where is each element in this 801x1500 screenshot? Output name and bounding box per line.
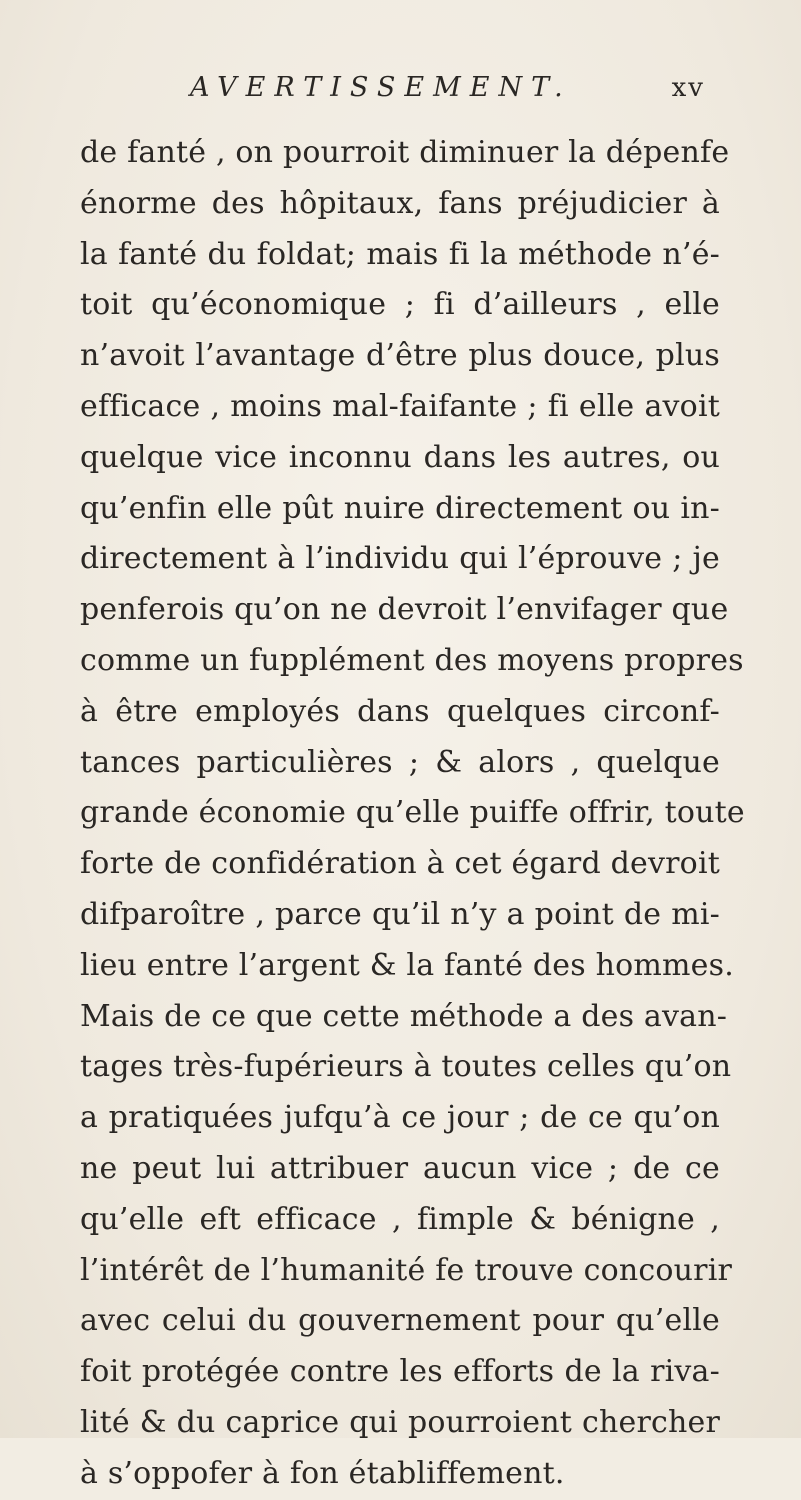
text-line: avec celui du gouvernement pour qu’elle bbox=[80, 1303, 720, 1339]
text-line: l’intérêt de l’humanité fe trouve concourir bbox=[80, 1252, 733, 1288]
text-line: n’avoit l’avantage d’être plus douce, plus bbox=[80, 338, 720, 374]
text-line: tages très-fupérieurs à toutes celles qu’on bbox=[80, 1049, 732, 1085]
text-line: qu’enfin elle pût nuire directement ou in- bbox=[80, 490, 720, 526]
text-line: efficace , moins mal-faifante ; fi elle avoit bbox=[80, 388, 720, 424]
text-line: foit protégée contre les efforts de la riva- bbox=[80, 1354, 720, 1390]
text-line: comme un fupplément des moyens propres bbox=[80, 642, 744, 678]
text-line: Mais de ce que cette méthode a des avan- bbox=[80, 998, 728, 1034]
text-line: grande économie qu’elle puiffe offrir, toute bbox=[80, 795, 745, 831]
text-line: qu’elle eft efficace , fimple & bénigne , bbox=[80, 1201, 720, 1237]
text-line: toit qu’économique ; fi d’ailleurs , elle bbox=[80, 287, 720, 323]
text-line: à être employés dans quelques circonf- bbox=[80, 693, 720, 729]
text-line: difparoître , parce qu’il n’y a point de mi- bbox=[80, 896, 720, 932]
text-line: de fanté , on pourroit diminuer la dépenfe bbox=[80, 135, 730, 170]
running-head-title: AVERTISSEMENT. bbox=[190, 72, 572, 103]
text-line: ne peut lui attribuer aucun vice ; de ce bbox=[80, 1150, 720, 1186]
body-text bbox=[80, 128, 745, 1500]
text-line: lieu entre l’argent & la fanté des hommes. bbox=[80, 947, 734, 983]
running-head bbox=[190, 72, 705, 112]
text-line: forte de confidération à cet égard devroit bbox=[80, 846, 720, 882]
text-line: à s’oppofer à fon établiffement. bbox=[80, 1455, 565, 1491]
text-line: la fanté du foldat; mais fi la méthode n’é- bbox=[80, 236, 720, 272]
text-line: lité & du caprice qui pourroient chercher bbox=[80, 1404, 720, 1440]
text-line: directement à l’individu qui l’éprouve ; je bbox=[80, 541, 720, 577]
text-line: a pratiquées jufqu’à ce jour ; de ce qu’on bbox=[80, 1100, 720, 1136]
text-line: quelque vice inconnu dans les autres, ou bbox=[80, 439, 720, 475]
text-line: énorme des hôpitaux, fans préjudicier à bbox=[80, 185, 720, 221]
text-line: tances particulières ; & alors , quelque bbox=[80, 744, 720, 780]
page-number: xv bbox=[671, 73, 705, 103]
text-line: penferois qu’on ne devroit l’envifager que bbox=[80, 592, 729, 628]
